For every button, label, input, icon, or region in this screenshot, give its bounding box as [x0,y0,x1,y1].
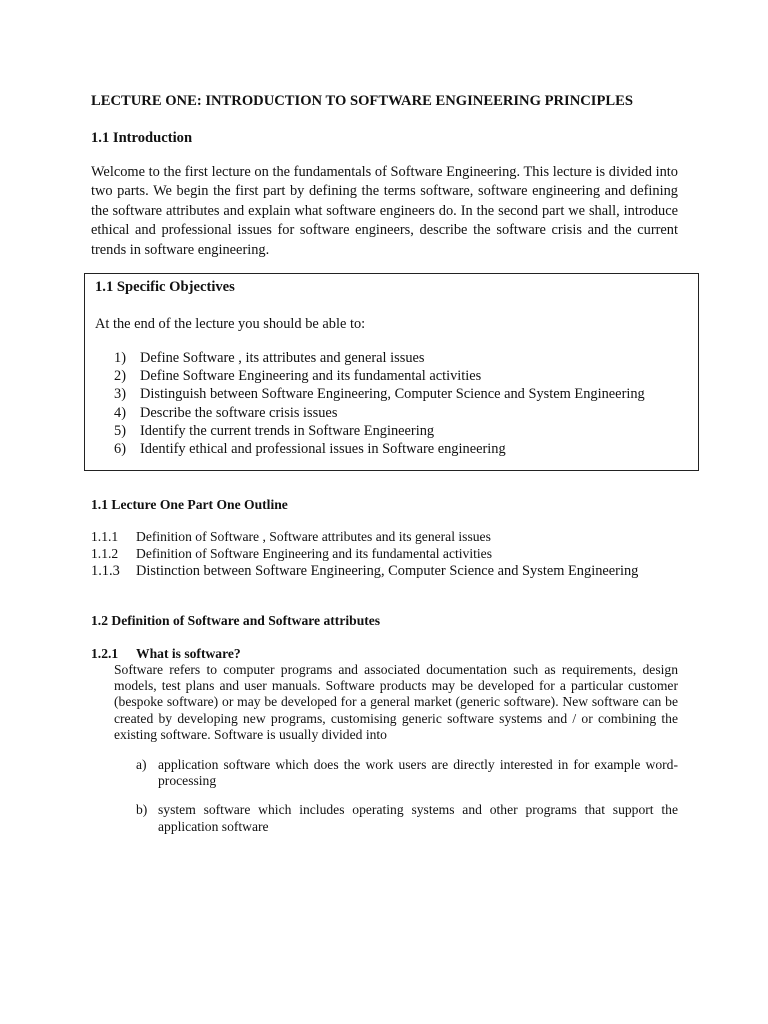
objective-number: 5) [114,422,126,439]
item-text: application software which does the work users are directly interested in for example word-processing [158,757,678,789]
objective-text: Define Software Engineering and its fundamental activities [140,368,482,385]
objective-item [114,349,645,367]
outline-heading: 1.1 Lecture One Part One Outline [91,497,288,512]
software-definition-paragraph: Software refers to computer programs and associated documentation such as requirements, design models, test plans and user manuals. Software products may be developed for a particular customer (bespoke software) or may be developed for a general market (generic software). New software can be created by developing new programs, customising generic software systems and / or combining the existing software. Software is usually divided into [114,662,678,742]
software-type-item [136,757,678,789]
software-types-list [136,757,678,848]
outline-list [91,529,638,581]
objectives-lead: At the end of the lecture you should be able to: [95,316,366,332]
item-letter: a) [136,757,147,772]
page-title: LECTURE ONE: INTRODUCTION TO SOFTWARE ENGINEERING PRINCIPLES [91,93,633,109]
objective-number: 1) [114,350,126,366]
objective-text: Describe the software crisis issues [140,404,338,421]
objective-number: 3) [114,386,126,403]
subheading-number: 1.2.1 [91,646,119,661]
outline-number: 1.1.2 [91,545,119,561]
objectives-list [114,349,645,458]
objectives-heading: 1.1 Specific Objectives [95,279,235,295]
outline-number: 1.1.3 [91,563,120,580]
objective-text: Identify ethical and professional issues in Software engineering [140,441,506,458]
outline-item [91,562,638,581]
objective-text: Identify the current trends in Software Engineering [140,422,435,439]
objective-number: 2) [114,368,126,385]
outline-text: Definition of Software Engineering and its fundamental activities [136,545,492,561]
item-letter: b) [136,802,148,818]
objective-item [114,385,645,403]
objective-text: Distinguish between Software Engineering, Computer Science and System Engineering [140,386,645,403]
objective-number: 4) [114,404,126,421]
definition-heading: 1.2 Definition of Software and Software attributes [91,613,381,628]
objective-text: Define Software , its attributes and general issues [140,350,425,366]
introduction-heading: 1.1 Introduction [91,130,193,146]
outline-number: 1.1.1 [91,529,119,544]
introduction-paragraph: Welcome to the first lecture on the fundamentals of Software Engineering. This lecture is divided into two parts. We begin the first part by defining the terms software, software engineering and defining the software attributes and explain what software engineers do. In the second part we shall, introduce ethical and professional issues for software engineers, describe the software crisis and the current trends in software engineering. [91,164,678,258]
subheading-text: What is software? [136,646,241,661]
outline-text: Definition of Software , Software attributes and its general issues [136,529,491,544]
outline-item [91,546,638,563]
objective-item [114,440,645,458]
outline-text: Distinction between Software Engineering, Computer Science and System Engineering [136,563,639,580]
what-is-software-heading [91,646,241,662]
objective-item [114,367,645,385]
objective-item [114,422,645,440]
item-text: system software which includes operating systems and other programs that support the application software [158,802,678,834]
software-type-item [136,802,678,834]
outline-item [91,529,638,546]
objective-item [114,404,645,422]
objective-number: 6) [114,441,126,458]
